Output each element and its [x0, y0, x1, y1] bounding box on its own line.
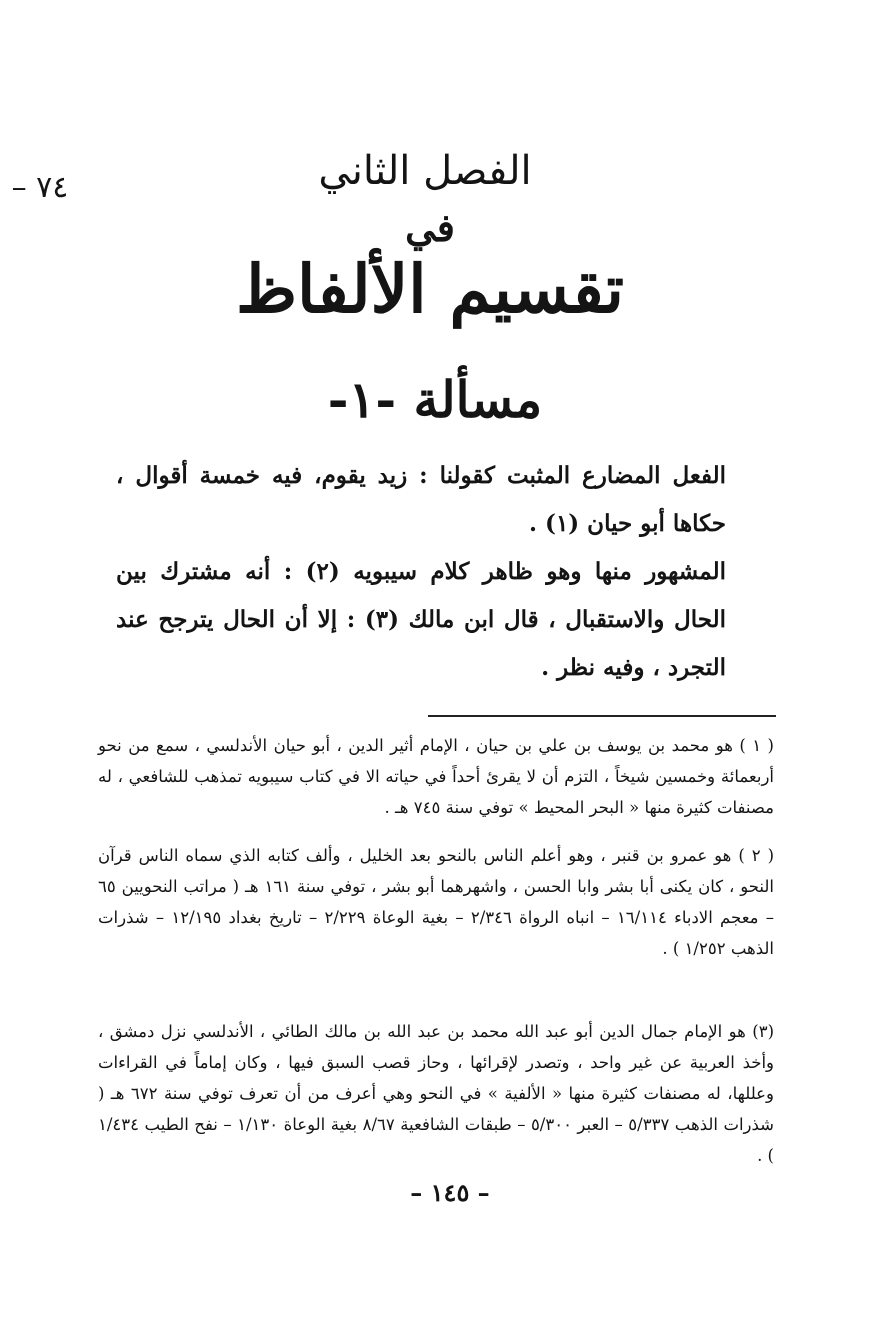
footnote-separator	[428, 715, 776, 717]
body-paragraph-2: المشهور منها وهو ظاهر كلام سيبويه (٢) : أنه مشترك بين الحال والاستقبال ، قال ابن مالك (٣) : إلا أن الحال يترجح عند التجرد ، وفيه نظر .	[116, 558, 726, 681]
chapter-title: الفصل الثاني	[318, 148, 532, 194]
section-heading: مسألة -١-	[327, 370, 543, 429]
chapter-preposition: في	[405, 205, 455, 250]
page-number: – ١٤٥ –	[410, 1178, 490, 1207]
footnote-1: ( ١ ) هو محمد بن يوسف بن علي بن حيان ، الإمام أثير الدين ، أبو حيان الأندلسي ، سمع من نحو أربعمائة وخمسين شيخاً ، التزم أن لا يقرئ أحداً في حياته الا في كتاب سيبويه تمذهب للشافعي ، له مصنفات كثيرة منها « البحر المحيط » توفي سنة ٧٤٥ هـ .	[98, 736, 774, 817]
chapter-subject: تقسيم الألفاظ	[235, 250, 625, 328]
margin-page-number: ٧٤ –	[11, 170, 69, 205]
footnote-3: (٣) هو الإمام جمال الدين أبو عبد الله محمد بن عبد الله بن مالك الطائي ، الأندلسي نزل دمشق ، وأخذ العربية عن غير واحد ، وتصدر لإقرائها ، وحاز قصب السبق فيها ، وكان إماماً في القراءات وعللها، له مصنفات كثيرة منها « الألفية » في النحو وهي أعرف من أن تعرف توفي سنة ٦٧٢ هـ ( شذرات الذهب ٥/٣٣٧ – العبر ٥/٣٠٠ – طبقات الشافعية ٨/٦٧ بغية الوعاة ١/١٣٠ – نفح الطيب ١/٤٣٤ ) .	[98, 1022, 775, 1165]
footnote-2: ( ٢ ) هو عمرو بن قنبر ، وهو أعلم الناس بالنحو بعد الخليل ، وألف كتابه الذي سماه الناس قرآن النحو ، كان يكنى أبا بشر وابا الحسن ، واشهرهما أبو بشر ، توفي سنة ١٦١ هـ ( مراتب النحويين ٦٥ – معجم الادباء ١٦/١١٤ – انباه الرواة ٢/٣٤٦ – بغية الوعاة ٢/٢٢٩ – تاريخ بغداد ١٢/١٩٥ – شذرات الذهب ١/٢٥٢ ) .	[98, 846, 775, 958]
body-paragraph-1: الفعل المضارع المثبت كقولنا : زيد يقوم، فيه خمسة أقوال ، حكاها أبو حيان (١) .	[116, 462, 726, 537]
